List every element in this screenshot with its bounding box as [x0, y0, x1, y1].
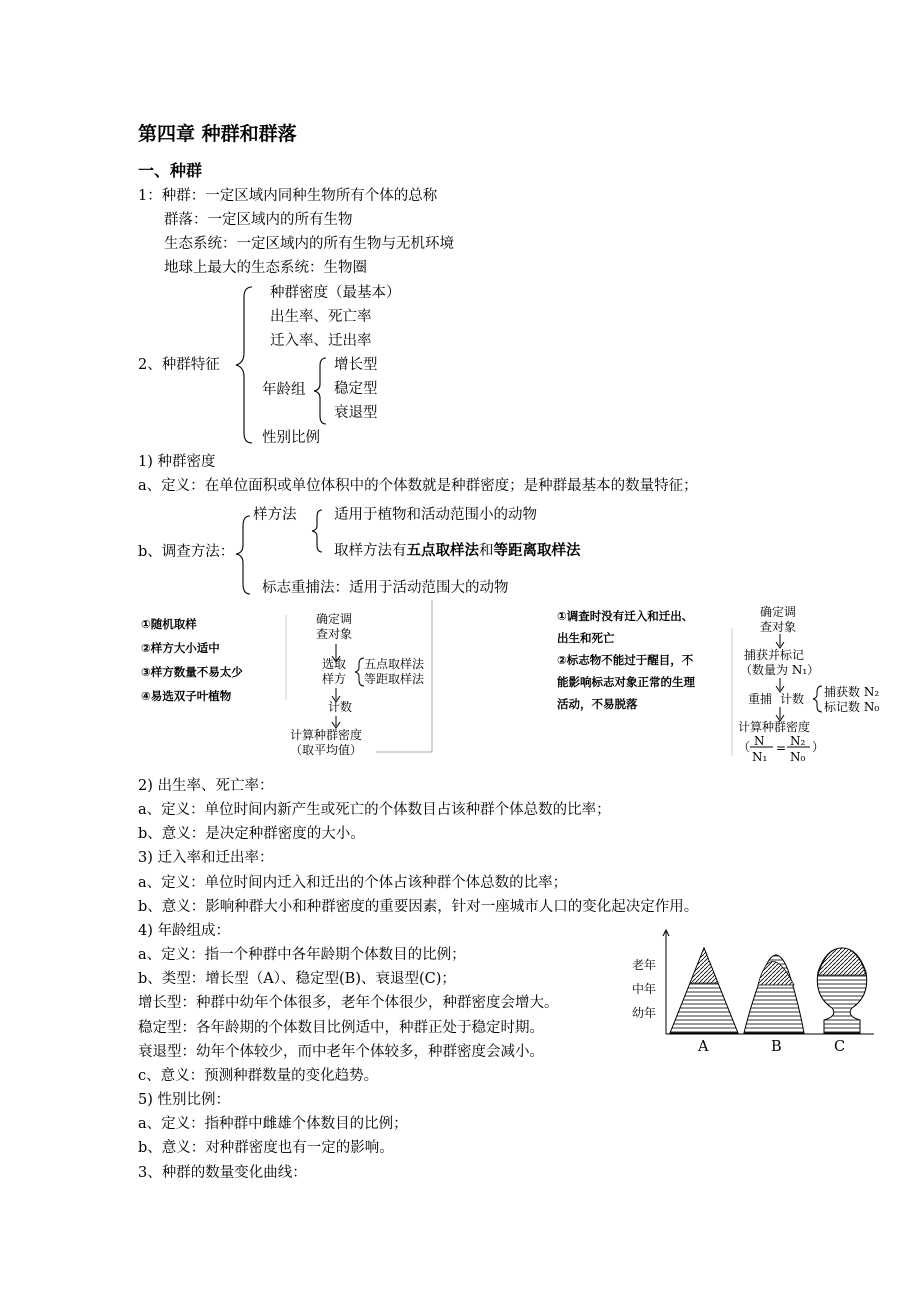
mark-note: ①调查时没有迁入和迁出、 — [557, 609, 694, 623]
age-types: b、类型：增长型（A）、稳定型(B)、衰退型(C)； — [138, 971, 456, 987]
feature-migration: 迁入率、迁出率 — [270, 333, 372, 349]
age-heading: 4) 年龄组成： — [138, 923, 230, 939]
features-label: 2、种群特征 — [138, 357, 220, 373]
sex-def: a、定义：指种群中雌雄个体数目的比例； — [138, 1116, 408, 1132]
mark-note: ②标志物不能过于醒目，不 — [557, 653, 694, 667]
quadrat-brace — [312, 508, 324, 554]
flow-option: 五点取样法 — [364, 657, 425, 671]
flow-step: 计数 — [328, 700, 353, 714]
def-community: 群落：一定区域内的所有生物 — [164, 212, 353, 228]
curve-heading: 3、种群的数量变化曲线： — [138, 1165, 307, 1181]
axis-label-young: 幼年 — [632, 1006, 657, 1020]
age-grow: 增长型 — [334, 357, 378, 373]
quadrat-note: ②样方大小适中 — [141, 641, 220, 655]
def-biosphere: 地球上最大的生态系统：生物圈 — [164, 260, 367, 276]
axis-label-middle: 中年 — [632, 982, 657, 996]
mark-note: 活动，不易脱落 — [557, 697, 638, 711]
birth-def: a、定义：单位时间内新产生或死亡的个体数目占该种群个体总数的比率； — [138, 802, 611, 818]
formula-n1: N₁ — [752, 750, 768, 764]
flow-step: 计算种群密度 — [290, 728, 363, 742]
feature-birth: 出生率、死亡率 — [270, 309, 372, 325]
method-brace — [236, 514, 252, 596]
pyramid-label-b: B — [771, 1039, 782, 1055]
density-heading: 1) 种群密度 — [138, 454, 216, 470]
mark-note: 能影响标志对象正常的生理 — [557, 675, 695, 689]
migr-sig: b、意义：影响种群大小和种群密度的重要因素，针对一座城市人口的变化起决定作用。 — [138, 899, 699, 915]
quadrat-method: 样方法 — [253, 507, 297, 523]
flow-option: 等距取样法 — [364, 672, 425, 686]
mark-step: 捕获并标记 — [744, 648, 805, 662]
sex-heading: 5) 性别比例： — [138, 1092, 230, 1108]
formula-n: N — [754, 734, 765, 748]
age-decline: 衰退型：幼年个体较少，而中老年个体较多，种群密度会减小。 — [138, 1044, 544, 1060]
age-brace — [314, 356, 328, 426]
quadrat-note: ③样方数量不易太少 — [141, 665, 243, 679]
flow-step: 选取 — [322, 657, 347, 671]
age-def: a、定义：指一个种群中各年龄期个体数目的比例； — [138, 947, 466, 963]
page-title: 第四章 种群和群落 — [138, 123, 297, 145]
flow-step: 查对象 — [316, 627, 353, 641]
flow-step: 确定调 — [316, 612, 353, 626]
def-ecosystem: 生态系统：一定区域内的所有生物与无机环境 — [164, 236, 454, 252]
age-grow: 增长型：种群中幼年个体很多，老年个体很少，种群密度会增大。 — [138, 995, 559, 1011]
migr-heading: 3) 迁入率和迁出率： — [138, 850, 274, 866]
feature-density: 种群密度（最基本） — [270, 285, 401, 301]
formula-n0: N₀ — [790, 750, 806, 764]
density-def: a、定义：在单位面积或单位体积中的个体数就是种群密度；是种群最基本的数量特征； — [138, 478, 698, 494]
formula-paren: （ — [738, 740, 751, 754]
flow-step: （取平均值） — [290, 743, 363, 757]
migr-def: a、定义：单位时间内迁入和迁出的个体占该种群个体总数的比率； — [138, 875, 568, 891]
quadrat-way: 取样方法有五点取样法和等距离取样法 — [334, 543, 581, 559]
mark-note: 出生和死亡 — [557, 631, 615, 645]
age-stable: 稳定型：各年龄期的个体数目比例适中，种群正处于稳定时期。 — [138, 1020, 544, 1036]
flow-step: 样方 — [322, 672, 347, 686]
big-brace — [236, 285, 256, 445]
mark-step: 查对象 — [760, 620, 797, 634]
mark-recapture: 标志重捕法：适用于活动范围大的动物 — [262, 580, 509, 596]
formula-eq: = — [776, 741, 787, 755]
mark-step: 计数 — [780, 692, 805, 706]
mark-count: 标记数 N₀ — [824, 700, 880, 714]
formula-paren: ） — [812, 740, 825, 754]
quadrat-note: ④易选双子叶植物 — [141, 689, 232, 703]
birth-heading: 2) 出生率、死亡率： — [138, 778, 274, 794]
pyramid-label-c: C — [834, 1039, 846, 1055]
pyramid-label-a: A — [698, 1039, 709, 1055]
birth-sig: b、意义：是决定种群密度的大小。 — [138, 826, 365, 842]
age-stable: 稳定型 — [334, 381, 378, 397]
feature-age: 年龄组 — [262, 382, 306, 398]
mark-step: 重捕 — [748, 692, 773, 706]
mark-step: （数量为 N₁） — [740, 663, 820, 677]
quadrat-note: ①随机取样 — [141, 617, 197, 631]
method-label: b、调查方法： — [138, 544, 235, 560]
axis-label-old: 老年 — [632, 958, 657, 972]
def-population: 1：种群：一定区域内同种生物所有个体的总称 — [138, 188, 438, 204]
quadrat-use: 适用于植物和活动范围小的动物 — [334, 507, 537, 523]
age-sig: c、意义：预测种群数量的变化趋势。 — [138, 1068, 379, 1084]
feature-sex: 性别比例 — [262, 430, 320, 446]
mark-step: 确定调 — [760, 605, 797, 619]
section-heading: 一、种群 — [138, 161, 203, 180]
formula-n2: N₂ — [790, 734, 806, 748]
sex-sig: b、意义：对种群密度也有一定的影响。 — [138, 1140, 394, 1156]
mark-count: 捕获数 N₂ — [824, 685, 880, 699]
age-decline: 衰退型 — [334, 405, 378, 421]
mark-step: 计算种群密度 — [738, 720, 811, 734]
